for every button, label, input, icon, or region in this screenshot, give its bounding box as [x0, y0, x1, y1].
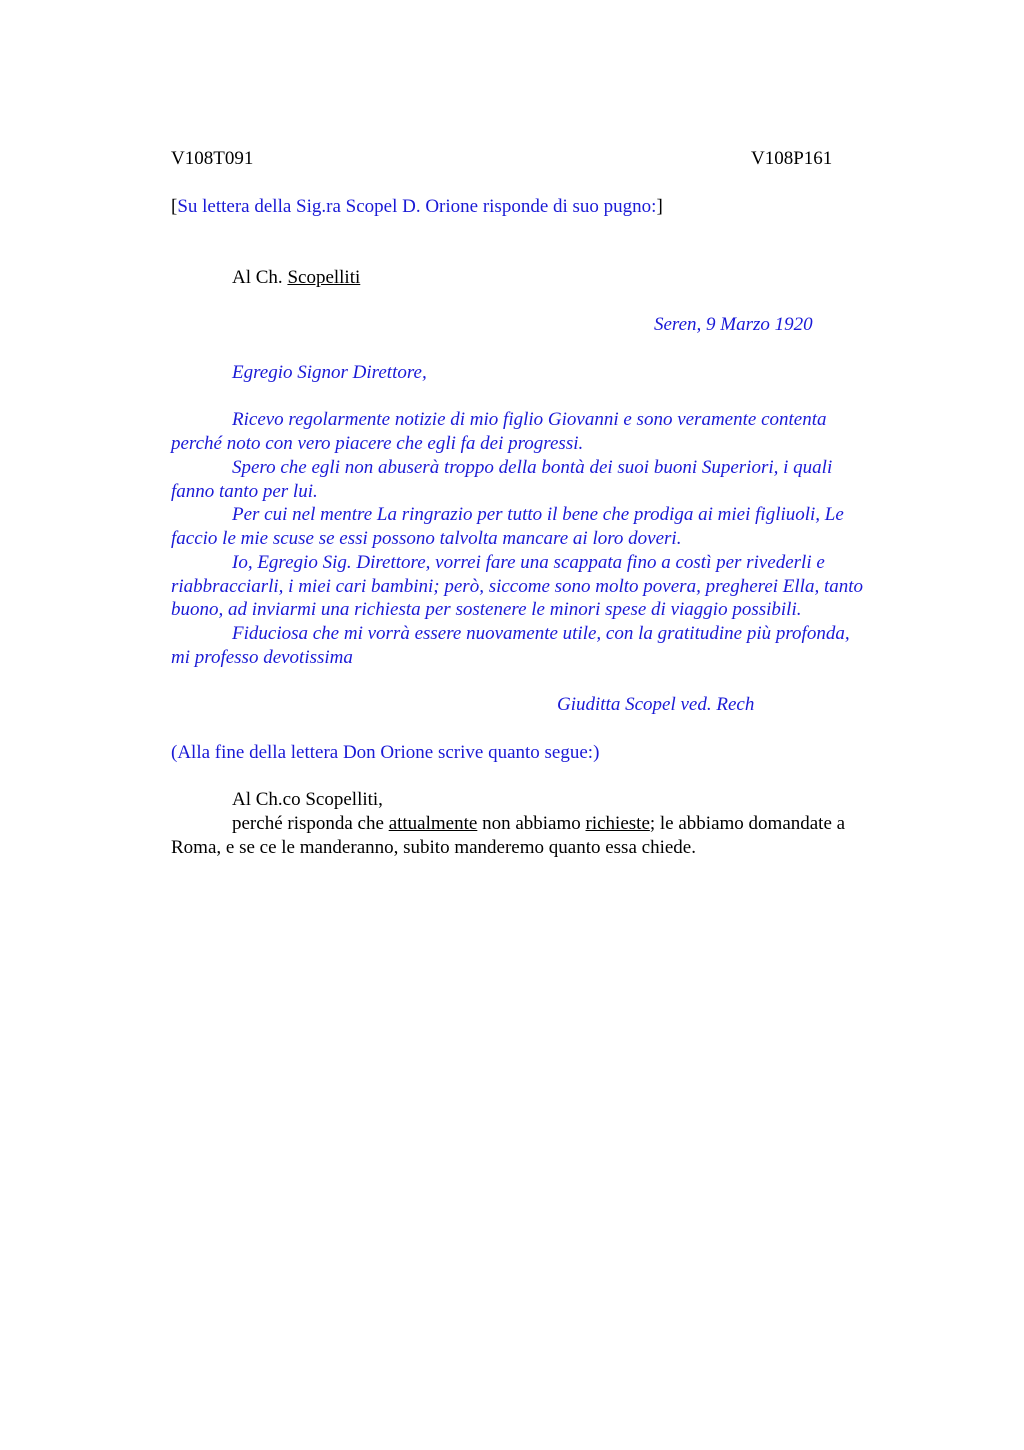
reply-text: ; le abbiamo domandate a: [649, 813, 846, 834]
letter-line: buono, ad inviarmi una richiesta per sostenere le minori spese di viaggio possibili.: [171, 599, 802, 620]
letter-line: Per cui nel mentre La ringrazio per tutto il bene che prodiga ai miei figliuoli, Le: [232, 504, 844, 525]
document-code-left: V108T091: [171, 148, 254, 169]
document-code-right: V108P161: [751, 148, 833, 169]
letter-line: riabbracciarli, i miei cari bambini; però, siccome sono molto povera, pregherei Ella, tanto: [171, 576, 863, 597]
letter-place-date: Seren, 9 Marzo 1920: [654, 314, 813, 335]
intro-note-text: Su lettera della Sig.ra Scopel D. Orione risponde di suo pugno:: [177, 196, 657, 217]
letter-line: faccio le mie scuse se essi possono talvolta mancare ai loro doveri.: [171, 528, 682, 549]
address-line: [232, 266, 360, 290]
editorial-note: (Alla fine della lettera Don Orione scrive quanto segue:): [171, 742, 600, 763]
letter-line: Spero che egli non abuserà troppo della bontà dei suoi buoni Superiori, i quali: [232, 457, 833, 478]
intro-close-bracket: ]: [656, 196, 663, 217]
intro-note: [171, 195, 663, 219]
letter-line: Io, Egregio Sig. Direttore, vorrei fare una scappata fino a costì per rivederli e: [232, 552, 825, 573]
reply-underlined-word: attualmente: [388, 813, 478, 834]
address-name: Scopelliti: [287, 267, 361, 288]
reply-underlined-word: richieste: [585, 813, 650, 834]
reply-greeting: Al Ch.co Scopelliti,: [232, 789, 383, 810]
letter-signature: Giuditta Scopel ved. Rech: [557, 694, 755, 715]
letter-line: perché noto con vero piacere che egli fa dei progressi.: [171, 433, 584, 454]
letter-line: Ricevo regolarmente notizie di mio figlio Giovanni e sono veramente contenta: [232, 409, 827, 430]
reply-text: perché risponda che: [232, 813, 389, 834]
address-prefix: Al Ch.: [232, 267, 288, 288]
reply-line: Roma, e se ce le manderanno, subito manderemo quanto essa chiede.: [171, 837, 696, 858]
letter-line: mi professo devotissima: [171, 647, 353, 668]
letter-salutation: Egregio Signor Direttore,: [232, 362, 427, 383]
letter-line: fanno tanto per lui.: [171, 481, 318, 502]
letter-line: Fiduciosa che mi vorrà essere nuovamente utile, con la gratitudine più profonda,: [232, 623, 850, 644]
reply-text: non abbiamo: [477, 813, 586, 834]
intro-open-bracket: [: [171, 196, 178, 217]
reply-line: [232, 812, 845, 836]
